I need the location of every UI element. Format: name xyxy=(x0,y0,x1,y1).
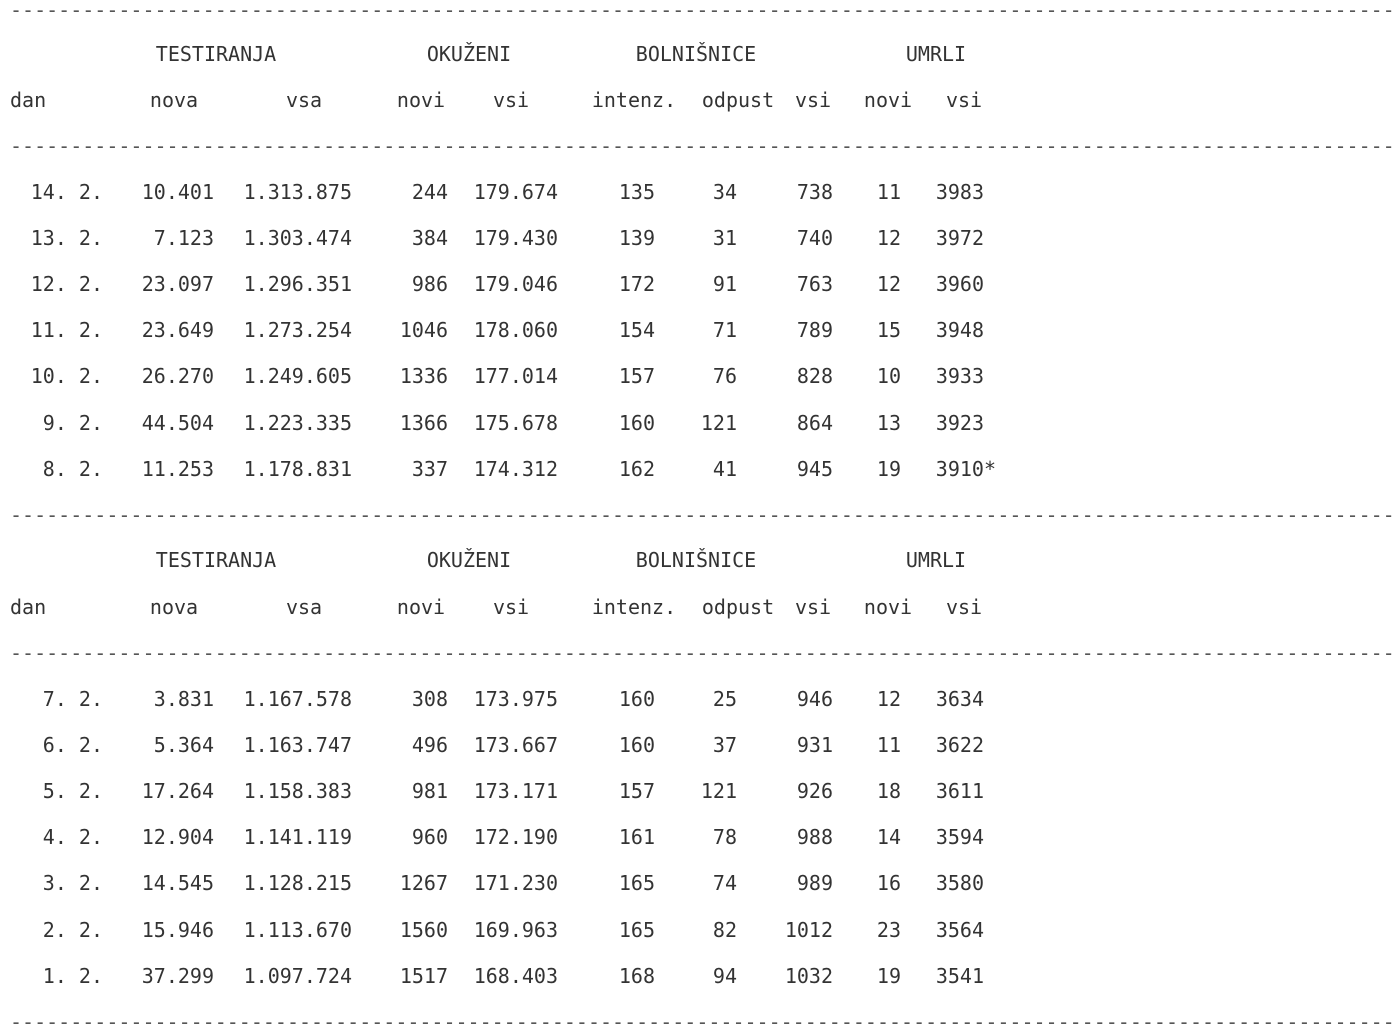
group-header-0: TESTIRANJA xyxy=(155,42,277,66)
table-cell: 789 xyxy=(796,318,833,342)
table-cell: 41 xyxy=(712,457,737,481)
column-header-6: odpust xyxy=(701,595,775,619)
table-cell: 91 xyxy=(712,272,737,296)
table-cell: 1.141.119 xyxy=(243,825,352,849)
column-header-5: intenz. xyxy=(591,595,677,619)
table-cell: 169.963 xyxy=(473,918,558,942)
table-cell: 3910* xyxy=(935,457,996,481)
separator-line: ------------------------------------------------------------------------------------------------------------------- xyxy=(10,641,1395,665)
table-cell: 19 xyxy=(876,964,901,988)
column-header-5: intenz. xyxy=(591,88,677,112)
table-cell: 139 xyxy=(618,226,655,250)
table-cell: 12.904 xyxy=(141,825,214,849)
table-cell: 74 xyxy=(712,871,737,895)
table-cell: 3948 xyxy=(935,318,984,342)
group-header-2: BOLNIŠNICE xyxy=(635,548,757,572)
table-cell: 2. 2. xyxy=(42,918,103,942)
column-header-1: nova xyxy=(149,595,199,619)
separator-line: ------------------------------------------------------------------------------------------------------------------- xyxy=(10,0,1395,22)
table-cell: 3580 xyxy=(935,871,984,895)
table-cell: 157 xyxy=(618,364,655,388)
table-cell: 23 xyxy=(876,918,901,942)
table-cell: 76 xyxy=(712,364,737,388)
table-cell: 172.190 xyxy=(473,825,558,849)
table-cell: 179.674 xyxy=(473,180,558,204)
table-cell: 763 xyxy=(796,272,833,296)
table-cell: 135 xyxy=(618,180,655,204)
table-cell: 168 xyxy=(618,964,655,988)
column-header-4: vsi xyxy=(492,88,530,112)
table-cell: 37.299 xyxy=(141,964,214,988)
table-cell: 172 xyxy=(618,272,655,296)
table-cell: 78 xyxy=(712,825,737,849)
table-cell: 1.163.747 xyxy=(243,733,352,757)
column-header-8: novi xyxy=(863,595,913,619)
table-cell: 1.313.875 xyxy=(243,180,352,204)
table-cell: 3564 xyxy=(935,918,984,942)
column-header-4: vsi xyxy=(492,595,530,619)
table-cell: 1267 xyxy=(399,871,448,895)
table-cell: 26.270 xyxy=(141,364,214,388)
table-cell: 1.273.254 xyxy=(243,318,352,342)
table-cell: 10 xyxy=(876,364,901,388)
table-cell: 165 xyxy=(618,871,655,895)
table-cell: 1.128.215 xyxy=(243,871,352,895)
separator-line: ------------------------------------------------------------------------------------------------------------------- xyxy=(10,1010,1395,1034)
table-cell: 178.060 xyxy=(473,318,558,342)
separator-line: ------------------------------------------------------------------------------------------------------------------- xyxy=(10,134,1395,158)
table-cell: 11.253 xyxy=(141,457,214,481)
table-cell: 162 xyxy=(618,457,655,481)
column-header-3: novi xyxy=(396,595,446,619)
column-header-1: nova xyxy=(149,88,199,112)
table-cell: 3541 xyxy=(935,964,984,988)
table-cell: 12. 2. xyxy=(30,272,103,296)
table-cell: 864 xyxy=(796,411,833,435)
table-cell: 738 xyxy=(796,180,833,204)
table-cell: 6. 2. xyxy=(42,733,103,757)
table-cell: 37 xyxy=(712,733,737,757)
table-cell: 1046 xyxy=(399,318,448,342)
table-cell: 19 xyxy=(876,457,901,481)
table-cell: 1012 xyxy=(784,918,833,942)
table-cell: 11 xyxy=(876,180,901,204)
table-cell: 1336 xyxy=(399,364,448,388)
table-cell: 14. 2. xyxy=(30,180,103,204)
group-header-3: UMRLI xyxy=(905,42,967,66)
table-cell: 1.249.605 xyxy=(243,364,352,388)
group-header-1: OKUŽENI xyxy=(426,42,512,66)
table-cell: 1. 2. xyxy=(42,964,103,988)
table-cell: 25 xyxy=(712,687,737,711)
table-cell: 1032 xyxy=(784,964,833,988)
table-cell: 160 xyxy=(618,411,655,435)
table-cell: 337 xyxy=(411,457,448,481)
table-cell: 981 xyxy=(411,779,448,803)
table-cell: 3983 xyxy=(935,180,984,204)
table-cell: 173.171 xyxy=(473,779,558,803)
table-cell: 15.946 xyxy=(141,918,214,942)
column-header-0: dan xyxy=(10,595,47,619)
table-cell: 740 xyxy=(796,226,833,250)
table-cell: 34 xyxy=(712,180,737,204)
table-cell: 12 xyxy=(876,226,901,250)
table-cell: 10.401 xyxy=(141,180,214,204)
table-cell: 23.649 xyxy=(141,318,214,342)
table-cell: 1.167.578 xyxy=(243,687,352,711)
table-cell: 11. 2. xyxy=(30,318,103,342)
table-cell: 160 xyxy=(618,733,655,757)
table-cell: 13 xyxy=(876,411,901,435)
table-cell: 9. 2. xyxy=(42,411,103,435)
table-cell: 989 xyxy=(796,871,833,895)
table-cell: 17.264 xyxy=(141,779,214,803)
table-cell: 1517 xyxy=(399,964,448,988)
table-cell: 12 xyxy=(876,272,901,296)
table-cell: 1.097.724 xyxy=(243,964,352,988)
column-header-0: dan xyxy=(10,88,47,112)
table-cell: 828 xyxy=(796,364,833,388)
table-cell: 1.223.335 xyxy=(243,411,352,435)
table-cell: 175.678 xyxy=(473,411,558,435)
table-cell: 154 xyxy=(618,318,655,342)
table-cell: 3611 xyxy=(935,779,984,803)
column-header-7: vsi xyxy=(794,88,832,112)
table-cell: 11 xyxy=(876,733,901,757)
table-cell: 31 xyxy=(712,226,737,250)
table-cell: 931 xyxy=(796,733,833,757)
table-cell: 160 xyxy=(618,687,655,711)
column-header-9: vsi xyxy=(945,595,983,619)
table-cell: 13. 2. xyxy=(30,226,103,250)
table-cell: 16 xyxy=(876,871,901,895)
table-cell: 3923 xyxy=(935,411,984,435)
table-cell: 161 xyxy=(618,825,655,849)
table-cell: 1.178.831 xyxy=(243,457,352,481)
table-cell: 8. 2. xyxy=(42,457,103,481)
table-cell: 71 xyxy=(712,318,737,342)
column-header-9: vsi xyxy=(945,88,983,112)
table-cell: 173.667 xyxy=(473,733,558,757)
column-header-6: odpust xyxy=(701,88,775,112)
table-cell: 308 xyxy=(411,687,448,711)
table-cell: 986 xyxy=(411,272,448,296)
table-cell: 988 xyxy=(796,825,833,849)
table-cell: 3. 2. xyxy=(42,871,103,895)
table-cell: 44.504 xyxy=(141,411,214,435)
table-cell: 5.364 xyxy=(153,733,214,757)
table-cell: 1.113.670 xyxy=(243,918,352,942)
table-cell: 15 xyxy=(876,318,901,342)
table-cell: 94 xyxy=(712,964,737,988)
table-cell: 1.303.474 xyxy=(243,226,352,250)
table-cell: 945 xyxy=(796,457,833,481)
table-cell: 384 xyxy=(411,226,448,250)
table-cell: 1366 xyxy=(399,411,448,435)
table-cell: 173.975 xyxy=(473,687,558,711)
table-cell: 14.545 xyxy=(141,871,214,895)
table-cell: 5. 2. xyxy=(42,779,103,803)
table-cell: 3634 xyxy=(935,687,984,711)
table-cell: 7.123 xyxy=(153,226,214,250)
table-cell: 3972 xyxy=(935,226,984,250)
table-cell: 121 xyxy=(700,411,737,435)
table-cell: 177.014 xyxy=(473,364,558,388)
table-cell: 960 xyxy=(411,825,448,849)
table-cell: 179.046 xyxy=(473,272,558,296)
column-header-2: vsa xyxy=(285,88,323,112)
table-cell: 496 xyxy=(411,733,448,757)
table-cell: 165 xyxy=(618,918,655,942)
table-cell: 3933 xyxy=(935,364,984,388)
group-header-0: TESTIRANJA xyxy=(155,548,277,572)
table-cell: 4. 2. xyxy=(42,825,103,849)
table-cell: 926 xyxy=(796,779,833,803)
table-cell: 7. 2. xyxy=(42,687,103,711)
group-header-2: BOLNIŠNICE xyxy=(635,42,757,66)
table-cell: 3960 xyxy=(935,272,984,296)
table-cell: 244 xyxy=(411,180,448,204)
table-cell: 12 xyxy=(876,687,901,711)
column-header-8: novi xyxy=(863,88,913,112)
table-cell: 82 xyxy=(712,918,737,942)
table-cell: 1.158.383 xyxy=(243,779,352,803)
column-header-3: novi xyxy=(396,88,446,112)
separator-line: ------------------------------------------------------------------------------------------------------------------- xyxy=(10,503,1395,527)
table-cell: 1560 xyxy=(399,918,448,942)
group-header-3: UMRLI xyxy=(905,548,967,572)
table-cell: 3622 xyxy=(935,733,984,757)
table-cell: 3.831 xyxy=(153,687,214,711)
column-header-7: vsi xyxy=(794,595,832,619)
table-cell: 946 xyxy=(796,687,833,711)
table-cell: 18 xyxy=(876,779,901,803)
column-header-2: vsa xyxy=(285,595,323,619)
table-cell: 3594 xyxy=(935,825,984,849)
table-cell: 14 xyxy=(876,825,901,849)
table-cell: 121 xyxy=(700,779,737,803)
table-cell: 23.097 xyxy=(141,272,214,296)
table-cell: 157 xyxy=(618,779,655,803)
table-cell: 174.312 xyxy=(473,457,558,481)
table-cell: 168.403 xyxy=(473,964,558,988)
table-cell: 1.296.351 xyxy=(243,272,352,296)
table-cell: 10. 2. xyxy=(30,364,103,388)
table-cell: 171.230 xyxy=(473,871,558,895)
table-cell: 179.430 xyxy=(473,226,558,250)
group-header-1: OKUŽENI xyxy=(426,548,512,572)
